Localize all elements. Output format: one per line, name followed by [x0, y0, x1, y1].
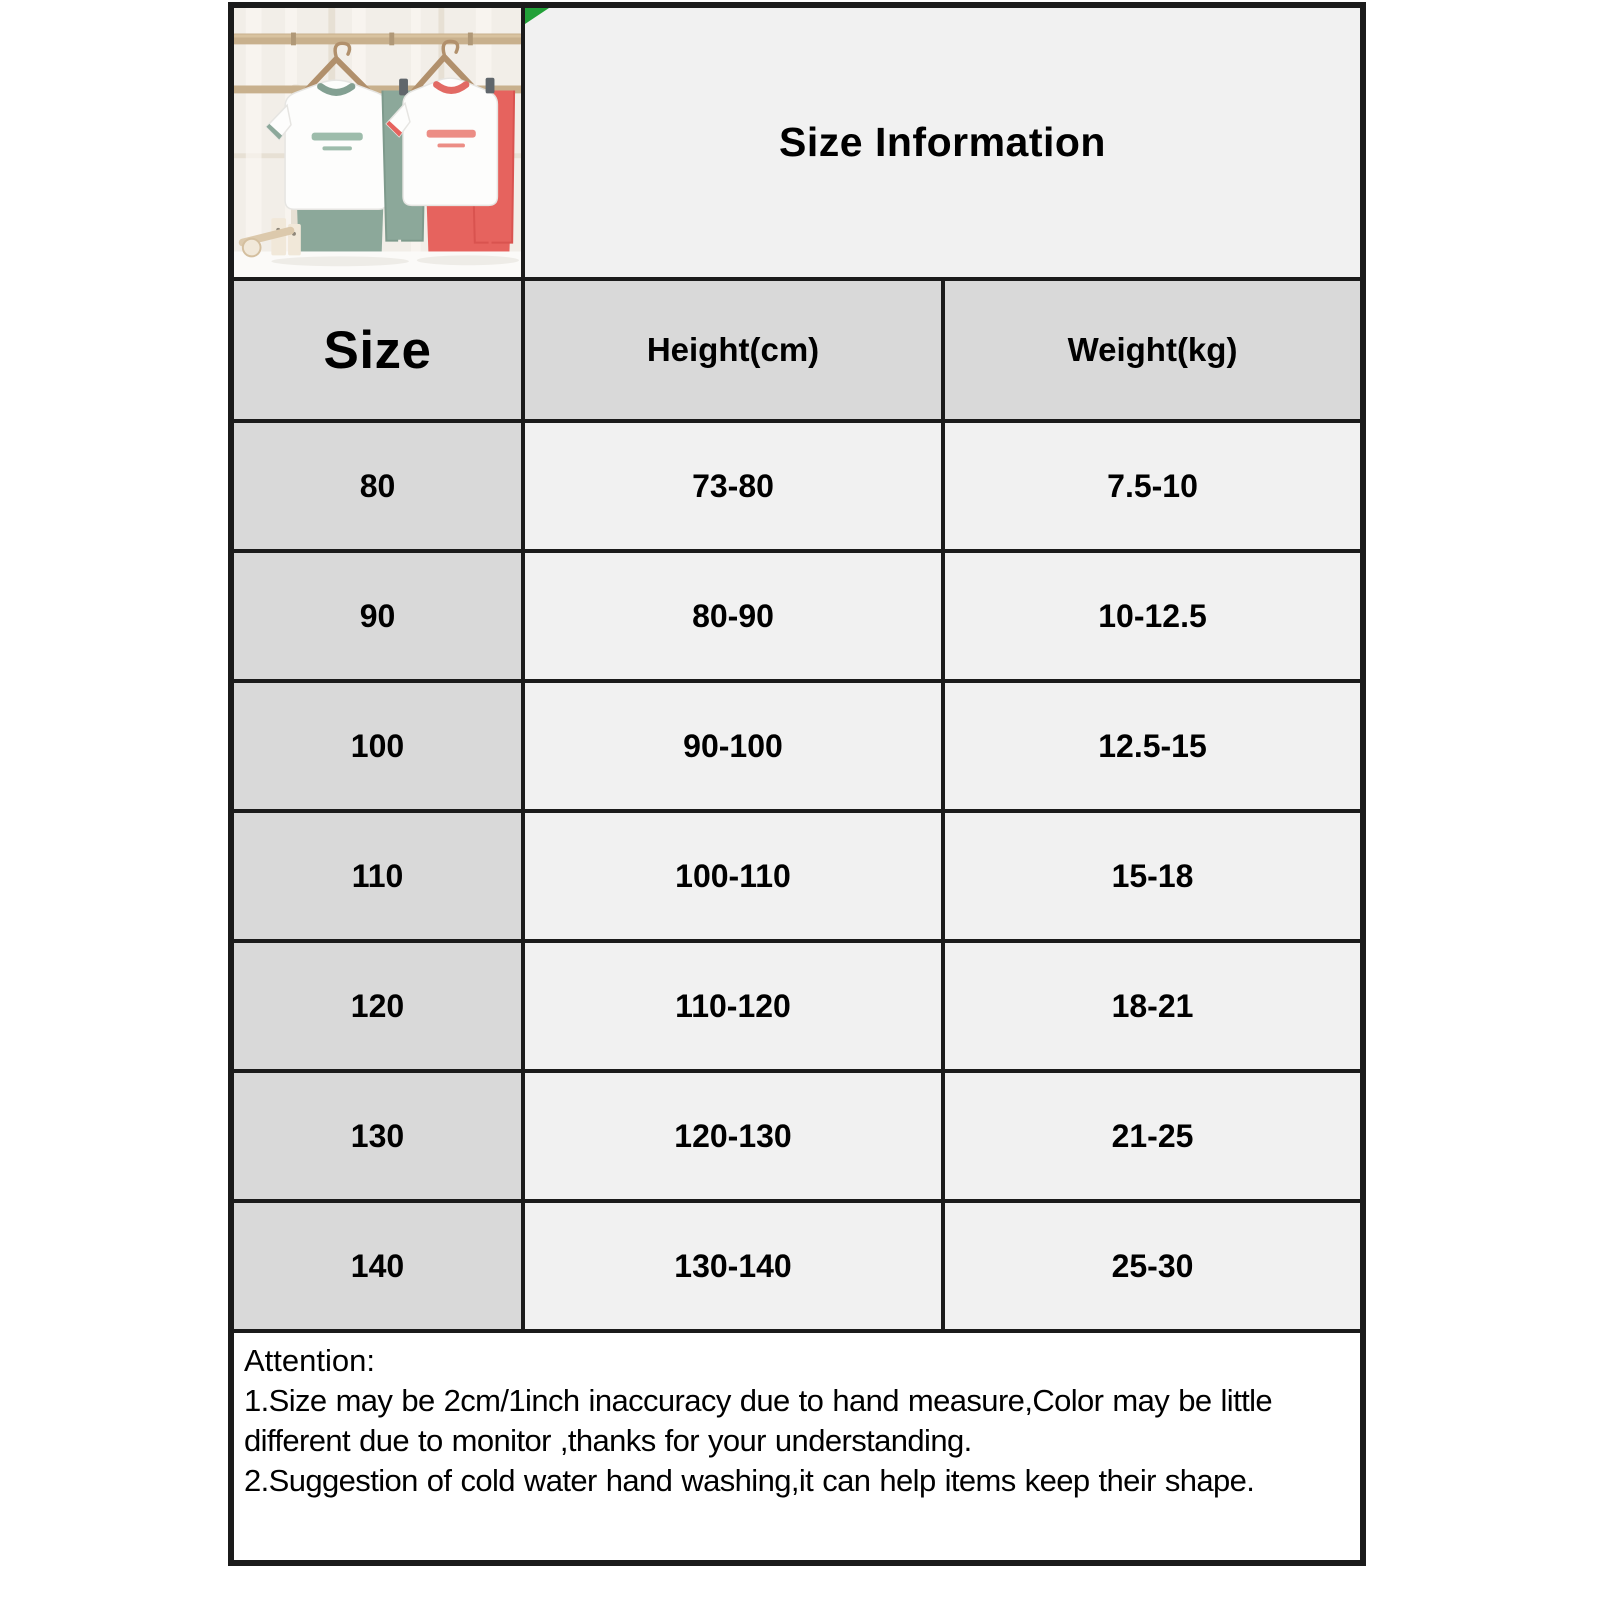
wooden-toy-wheel	[243, 239, 261, 257]
column-header-height: Height(cm)	[523, 279, 943, 421]
table-row	[231, 941, 1363, 1071]
column-header-weight: Weight(kg)	[943, 279, 1363, 421]
attention-title: Attention:	[244, 1343, 375, 1378]
size-cell: 100	[231, 681, 523, 811]
tee-print-text	[427, 130, 476, 138]
attention-note-1: 1.Size may be 2cm/1inch inaccuracy due to hand measure,Color may be little different due to monitor ,thanks for your understanding.	[244, 1383, 1273, 1458]
white-tee-right	[403, 78, 497, 205]
size-information-sheet	[228, 2, 1366, 1566]
attention-note-2: 2.Suggestion of cold water hand washing,it can help items keep their shape.	[244, 1463, 1255, 1498]
page-title: Size Information	[779, 119, 1106, 165]
height-cell: 100-110	[523, 811, 943, 941]
size-cell: 130	[231, 1071, 523, 1201]
height-cell: 120-130	[523, 1071, 943, 1201]
shadow	[417, 255, 519, 265]
shadow	[271, 256, 409, 266]
table-row	[231, 811, 1363, 941]
product-photo-cell	[231, 5, 523, 279]
height-cell: 130-140	[523, 1201, 943, 1331]
weight-cell: 18-21	[943, 941, 1363, 1071]
tee-print-text	[322, 146, 351, 150]
weight-cell: 15-18	[943, 811, 1363, 941]
table-row	[231, 1201, 1363, 1331]
weight-cell: 25-30	[943, 1201, 1363, 1331]
size-cell: 140	[231, 1201, 523, 1331]
column-header-size: Size	[231, 279, 523, 421]
rod-joint	[291, 33, 296, 46]
height-cell: 90-100	[523, 681, 943, 811]
height-cell: 73-80	[523, 421, 943, 551]
table-row	[231, 681, 1363, 811]
table-row	[231, 1071, 1363, 1201]
size-cell: 120	[231, 941, 523, 1071]
pants-clip	[399, 79, 408, 96]
tee-print-text	[437, 143, 465, 147]
title-cell	[523, 5, 1363, 279]
white-tee-left	[285, 80, 387, 209]
weight-cell: 10-12.5	[943, 551, 1363, 681]
size-cell: 110	[231, 811, 523, 941]
product-photo	[234, 8, 521, 277]
tee-print-text	[312, 133, 363, 141]
weight-cell: 21-25	[943, 1071, 1363, 1201]
table-row	[231, 421, 1363, 551]
attention-row	[231, 1331, 1363, 1563]
size-cell: 80	[231, 421, 523, 551]
column-header-row	[231, 279, 1363, 421]
rod-joint	[468, 33, 473, 46]
table-row	[231, 551, 1363, 681]
pants-clip	[486, 78, 495, 94]
green-corner-marker	[525, 8, 549, 24]
height-cell: 80-90	[523, 551, 943, 681]
attention-cell	[231, 1331, 1363, 1563]
rod-highlight	[234, 35, 521, 38]
weight-cell: 7.5-10	[943, 421, 1363, 551]
height-cell: 110-120	[523, 941, 943, 1071]
rod-joint	[389, 33, 394, 46]
size-cell: 90	[231, 551, 523, 681]
header-banner-row	[231, 5, 1363, 279]
weight-cell: 12.5-15	[943, 681, 1363, 811]
curtain-fold	[246, 8, 262, 263]
